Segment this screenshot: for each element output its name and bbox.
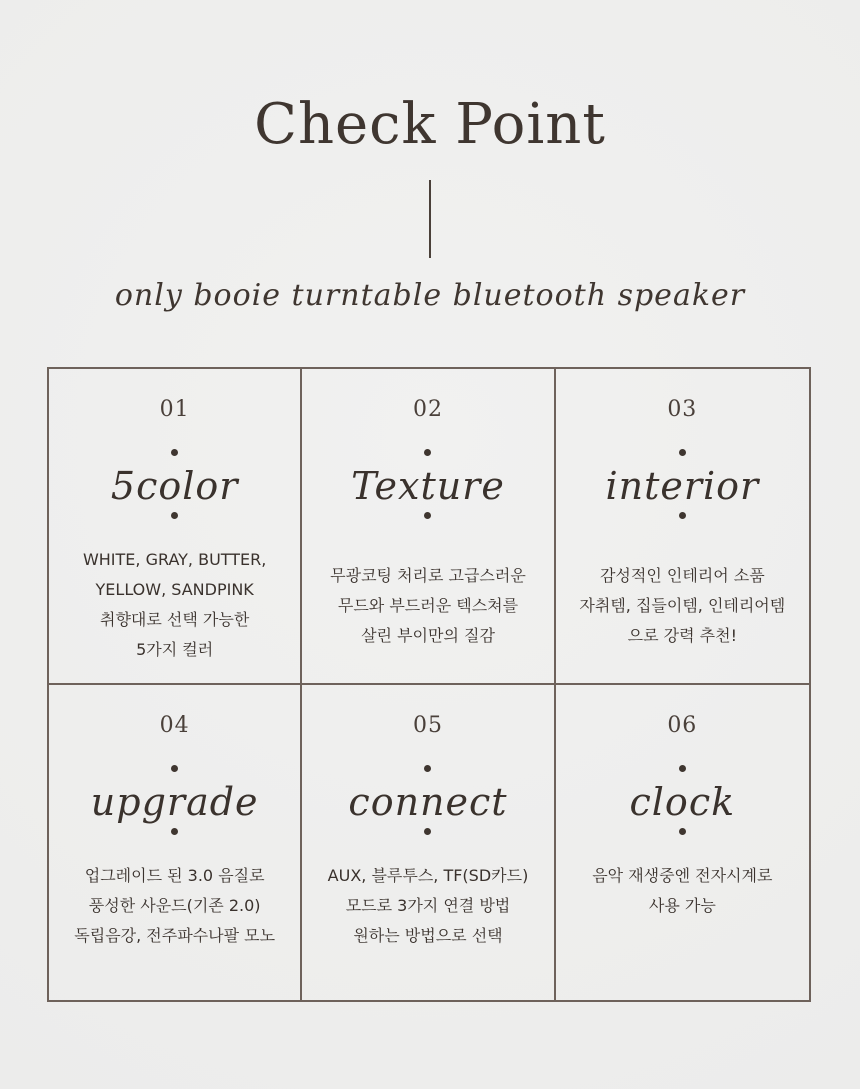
description-line: 무드와 부드러운 텍스쳐를 xyxy=(337,596,519,615)
point-card-5 xyxy=(302,685,555,1001)
point-keyword: clock xyxy=(629,779,736,824)
dot-icon xyxy=(679,765,686,772)
description-line: 음악 재생중엔 전자시계로 xyxy=(592,865,773,885)
point-card-2 xyxy=(302,369,555,685)
point-description xyxy=(562,561,803,651)
point-card-6 xyxy=(556,685,809,1001)
description-line: WHITE, GRAY, BUTTER, xyxy=(82,550,267,569)
description-line: 무광코팅 처리로 고급스러운 xyxy=(330,566,526,585)
dot-icon xyxy=(679,512,686,519)
point-number: 03 xyxy=(667,397,698,422)
description-line: 자취템, 집들이템, 인테리어템 xyxy=(579,596,786,615)
description-line: 으로 강력 추천! xyxy=(627,626,737,645)
point-description xyxy=(55,861,294,951)
point-keyword: Texture xyxy=(351,464,505,508)
description-line: AUX, 블루투스, TF(SD카드) xyxy=(327,865,529,885)
dot-icon xyxy=(424,512,431,519)
dot-icon xyxy=(424,765,431,772)
description-line: 감성적인 인테리어 소품 xyxy=(599,566,765,585)
point-number: 01 xyxy=(159,397,190,422)
point-keyword: interior xyxy=(605,464,760,508)
dot-icon xyxy=(424,449,431,456)
description-line: 모드로 3가지 연결 방법 xyxy=(345,895,511,915)
description-line: 사용 가능 xyxy=(648,895,716,915)
dot-icon xyxy=(679,828,686,835)
dot-icon xyxy=(679,449,686,456)
dot-icon xyxy=(171,765,178,772)
point-number: 02 xyxy=(412,397,443,422)
description-line: 살린 부이만의 질감 xyxy=(361,626,495,645)
point-description xyxy=(308,861,547,951)
point-number: 05 xyxy=(412,712,443,738)
description-line: 업그레이드 된 3.0 음질로 xyxy=(84,865,265,885)
description-line: 취향대로 선택 가능한 xyxy=(100,610,250,629)
point-number: 06 xyxy=(667,712,698,738)
point-description xyxy=(308,561,547,651)
description-line: 독립음강, 전주파수나팔 모노 xyxy=(74,925,276,945)
dot-icon xyxy=(171,828,178,835)
point-description xyxy=(55,545,294,665)
description-line: YELLOW, SANDPINK xyxy=(95,580,254,599)
title-divider xyxy=(429,180,431,258)
description-line: 5가지 컬러 xyxy=(136,640,214,659)
point-card-4 xyxy=(49,685,302,1001)
point-number: 04 xyxy=(159,712,190,738)
check-point-grid xyxy=(47,367,811,1002)
point-description xyxy=(562,861,803,921)
point-keyword: connect xyxy=(348,779,508,824)
dot-icon xyxy=(171,449,178,456)
point-card-3 xyxy=(556,369,809,685)
point-keyword: 5color xyxy=(110,464,239,508)
page-subtitle: only booie turntable bluetooth speaker xyxy=(114,278,746,313)
dot-icon xyxy=(424,828,431,835)
description-line: 원하는 방법으로 선택 xyxy=(353,925,503,945)
dot-icon xyxy=(171,512,178,519)
point-card-1 xyxy=(49,369,302,685)
point-keyword: upgrade xyxy=(90,779,259,824)
page-title: Check Point xyxy=(254,92,606,157)
description-line: 풍성한 사운드(기존 2.0) xyxy=(88,895,261,915)
